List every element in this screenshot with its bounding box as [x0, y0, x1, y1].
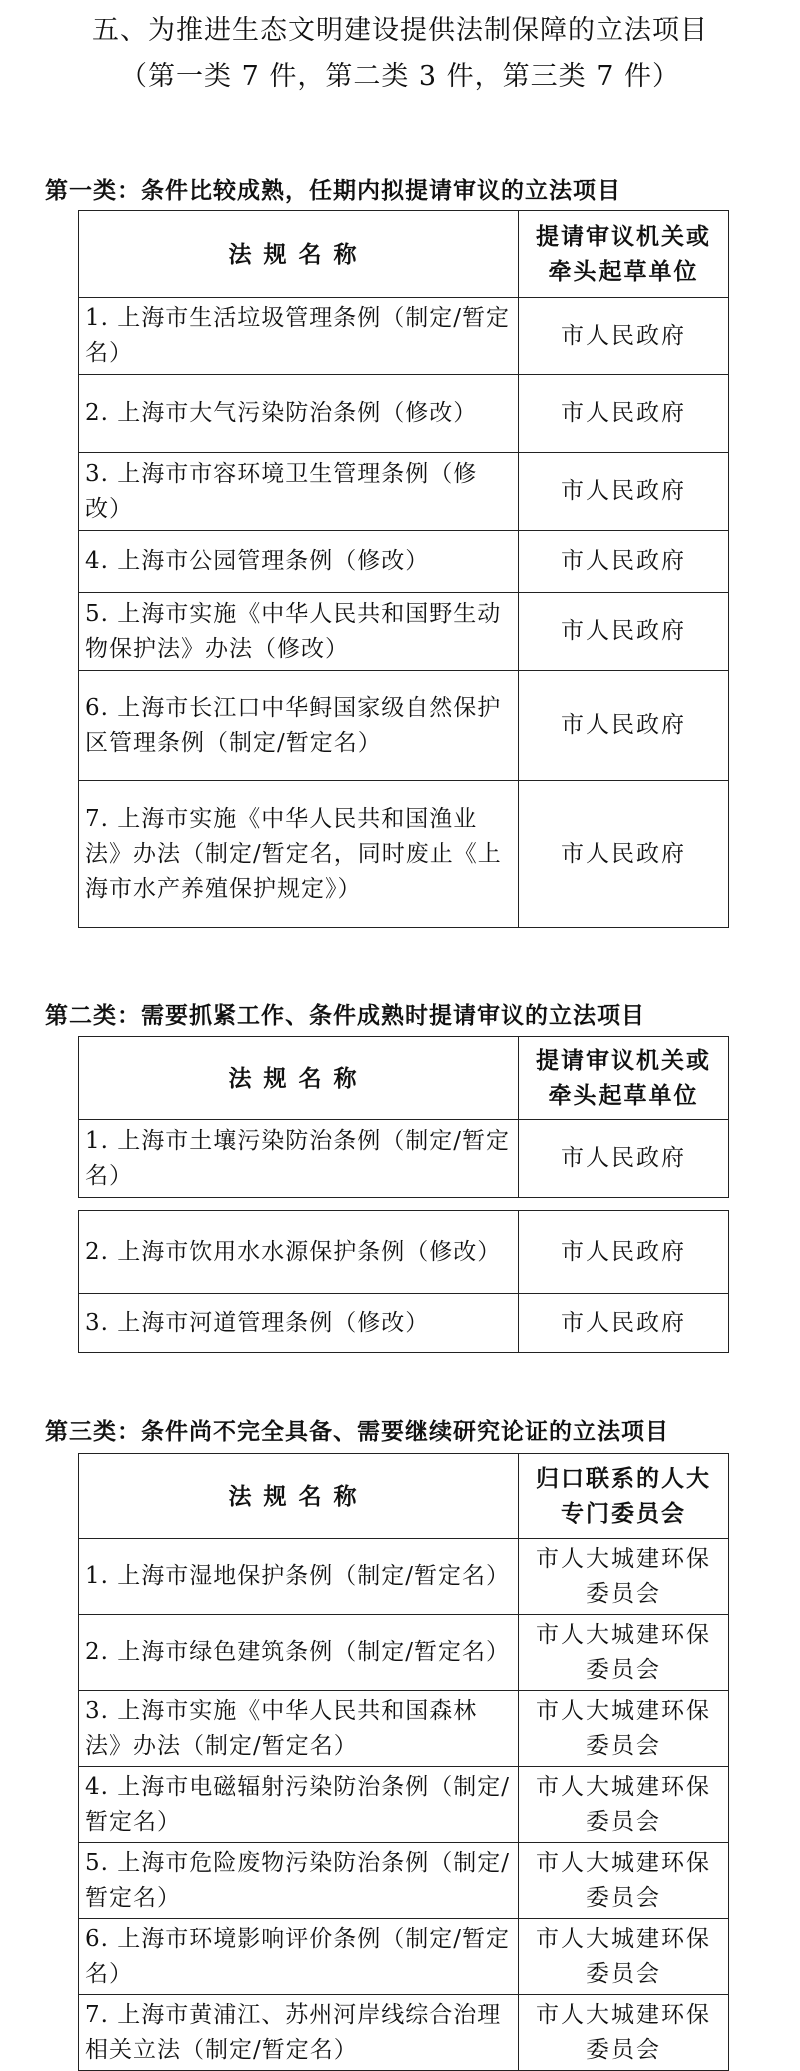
page-subtitle: （第一类 7 件，第二类 3 件，第三类 7 件） — [119, 61, 681, 92]
drafting-unit: 市人民政府 — [519, 1294, 729, 1353]
law-name: 2. 上海市大气污染防治条例（修改） — [79, 375, 519, 453]
column-header-name: 法规名称 — [79, 211, 519, 298]
law-name: 2. 上海市饮用水水源保护条例（修改） — [79, 1211, 519, 1294]
category-1-table — [78, 210, 729, 928]
drafting-unit: 市人民政府 — [519, 781, 729, 928]
table-row — [79, 453, 729, 531]
category-2-table-continued — [78, 1210, 729, 1353]
category-3-heading: 第三类：条件尚不完全具备、需要继续研究论证的立法项目 — [45, 1418, 669, 1445]
law-name: 5. 上海市危险废物污染防治条例（制定/暂定名） — [79, 1843, 519, 1919]
table-row — [79, 781, 729, 928]
table-row — [79, 1539, 729, 1615]
law-name: 7. 上海市实施《中华人民共和国渔业法》办法（制定/暂定名，同时废止《上海市水产养殖保护规定》） — [79, 781, 519, 928]
page-title: 五、为推进生态文明建设提供法制保障的立法项目 — [92, 15, 708, 46]
table-header-row — [79, 1454, 729, 1539]
table-header-row — [79, 211, 729, 298]
law-name: 3. 上海市河道管理条例（修改） — [79, 1294, 519, 1353]
drafting-unit: 市人民政府 — [519, 298, 729, 375]
table-row — [79, 1919, 729, 1995]
law-name: 2. 上海市绿色建筑条例（制定/暂定名） — [79, 1615, 519, 1691]
column-header-name: 法规名称 — [79, 1037, 519, 1120]
table-row — [79, 1691, 729, 1767]
table-row — [79, 1767, 729, 1843]
column-header-name: 法规名称 — [79, 1454, 519, 1539]
law-name: 6. 上海市环境影响评价条例（制定/暂定名） — [79, 1919, 519, 1995]
drafting-unit: 市人民政府 — [519, 593, 729, 671]
table-row — [79, 593, 729, 671]
column-header-committee: 归口联系的人大专门委员会 — [519, 1454, 729, 1539]
law-name: 3. 上海市市容环境卫生管理条例（修改） — [79, 453, 519, 531]
table-row — [79, 1120, 729, 1198]
table-row — [79, 375, 729, 453]
table-row — [79, 671, 729, 781]
category-2-heading: 第二类：需要抓紧工作、条件成熟时提请审议的立法项目 — [45, 1002, 645, 1029]
drafting-unit: 市人民政府 — [519, 1120, 729, 1198]
committee: 市人大城建环保委员会 — [519, 1691, 729, 1767]
law-name: 5. 上海市实施《中华人民共和国野生动物保护法》办法（修改） — [79, 593, 519, 671]
law-name: 6. 上海市长江口中华鲟国家级自然保护区管理条例（制定/暂定名） — [79, 671, 519, 781]
category-1-heading: 第一类：条件比较成熟，任期内拟提请审议的立法项目 — [45, 177, 621, 204]
table-row — [79, 1995, 729, 2071]
law-name: 4. 上海市电磁辐射污染防治条例（制定/暂定名） — [79, 1767, 519, 1843]
drafting-unit: 市人民政府 — [519, 1211, 729, 1294]
table-row — [79, 531, 729, 593]
committee: 市人大城建环保委员会 — [519, 1767, 729, 1843]
law-name: 3. 上海市实施《中华人民共和国森林法》办法（制定/暂定名） — [79, 1691, 519, 1767]
committee: 市人大城建环保委员会 — [519, 1995, 729, 2071]
law-name: 7. 上海市黄浦江、苏州河岸线综合治理相关立法（制定/暂定名） — [79, 1995, 519, 2071]
column-header-unit: 提请审议机关或牵头起草单位 — [519, 211, 729, 298]
committee: 市人大城建环保委员会 — [519, 1843, 729, 1919]
drafting-unit: 市人民政府 — [519, 453, 729, 531]
drafting-unit: 市人民政府 — [519, 671, 729, 781]
law-name: 4. 上海市公园管理条例（修改） — [79, 531, 519, 593]
table-row — [79, 1843, 729, 1919]
column-header-unit: 提请审议机关或牵头起草单位 — [519, 1037, 729, 1120]
committee: 市人大城建环保委员会 — [519, 1615, 729, 1691]
table-header-row — [79, 1037, 729, 1120]
law-name: 1. 上海市湿地保护条例（制定/暂定名） — [79, 1539, 519, 1615]
category-3-table — [78, 1453, 729, 2071]
table-row — [79, 1294, 729, 1353]
table-row — [79, 1211, 729, 1294]
law-name: 1. 上海市土壤污染防治条例（制定/暂定名） — [79, 1120, 519, 1198]
drafting-unit: 市人民政府 — [519, 375, 729, 453]
table-row — [79, 298, 729, 375]
category-2-table — [78, 1036, 729, 1198]
drafting-unit: 市人民政府 — [519, 531, 729, 593]
committee: 市人大城建环保委员会 — [519, 1919, 729, 1995]
committee: 市人大城建环保委员会 — [519, 1539, 729, 1615]
law-name: 1. 上海市生活垃圾管理条例（制定/暂定名） — [79, 298, 519, 375]
table-row — [79, 1615, 729, 1691]
